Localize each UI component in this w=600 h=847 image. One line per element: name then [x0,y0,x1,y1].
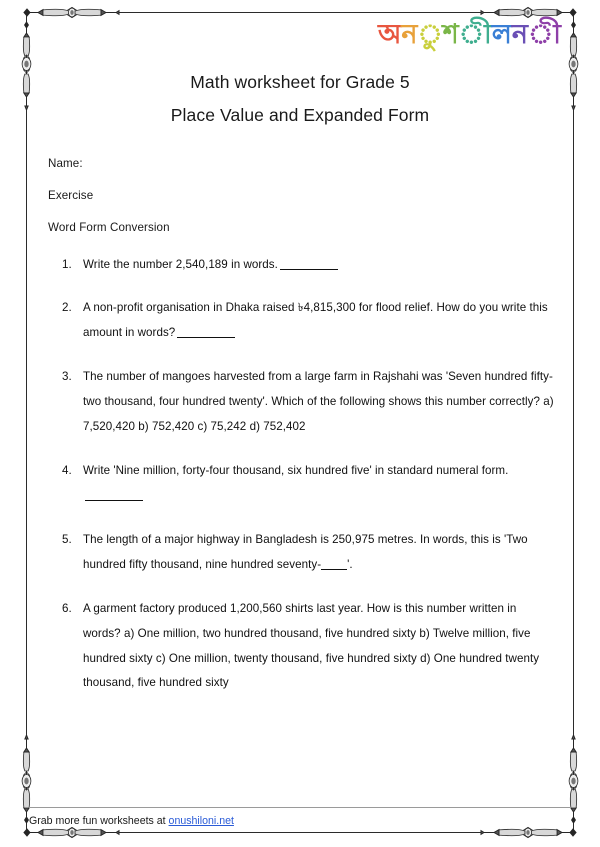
question-item [83,459,573,509]
question-text: Write the number 2,540,189 in words. [83,257,278,271]
question-item [83,528,573,578]
answer-blank[interactable] [177,337,235,338]
question-text: A garment factory produced 1,200,560 shirts last year. How is this number written in words? a) One million, two hundred thousand, five hundred sixty b) Twelve million, five hundred sixty c) One million, twenty thousand, five hundred sixty d) One hundred twenty thousand, five hundred sixty [83,601,540,690]
logo-glyph-1: ন [401,19,418,49]
logo-glyph-7: ী [527,19,561,49]
question-text: Write 'Nine million, forty-four thousand, six hundred five' in standard numeral form. [83,464,509,478]
question-text: A non-profit organisation in Dhaka raised ৳4,815,300 for flood relief. How do you write this amount in words? [83,301,548,340]
footer-text [29,815,571,827]
footer-website-link[interactable]: onushiloni.net [168,815,234,827]
frame-bottom-border [26,832,574,833]
frame-right-border [573,12,574,833]
page-title-line-1: Math worksheet for Grade 5 [190,72,410,92]
question-item [83,597,573,697]
worksheet-meta [27,157,573,234]
question-item [83,365,573,440]
question-text: '. [347,557,353,571]
logo-glyph-2: ু [417,19,443,49]
name-field-label[interactable]: Name: [48,156,83,170]
footer-prefix: Grab more fun worksheets at [29,815,169,827]
logo-glyph-0: অ [377,19,402,49]
exercise-label: Exercise [48,188,94,202]
answer-blank[interactable] [321,569,347,570]
logo-glyph-6: ন [511,19,528,49]
logo-glyph-3: শ [442,19,459,49]
answer-blank[interactable] [280,269,338,270]
logo-glyph-4: ী [458,19,492,49]
page-title-line-2: Place Value and Expanded Form [170,105,430,126]
question-list [27,253,573,697]
page-footer [29,807,571,827]
footer-divider [29,807,571,808]
question-text: The length of a major highway in Bangladesh is 250,975 metres. In words, this is 'Two hundred fifty thousand, nine hundred seventy- [83,532,528,571]
section-label: Word Form Conversion [48,220,170,234]
logo-glyph-5: ল [491,19,512,49]
onushiloni-logo [378,21,561,48]
question-item [83,253,573,278]
question-text: The number of mangoes harvested from a large farm in Rajshahi was 'Seven hundred fifty-two thousand, four hundred twenty'. Which of the following shows this number correctly? a) 7,520,420 b) 752,420 c) 75,242 d) 752,402 [83,370,554,434]
worksheet-content [27,13,573,832]
answer-blank[interactable] [85,500,143,501]
question-item [83,296,573,346]
